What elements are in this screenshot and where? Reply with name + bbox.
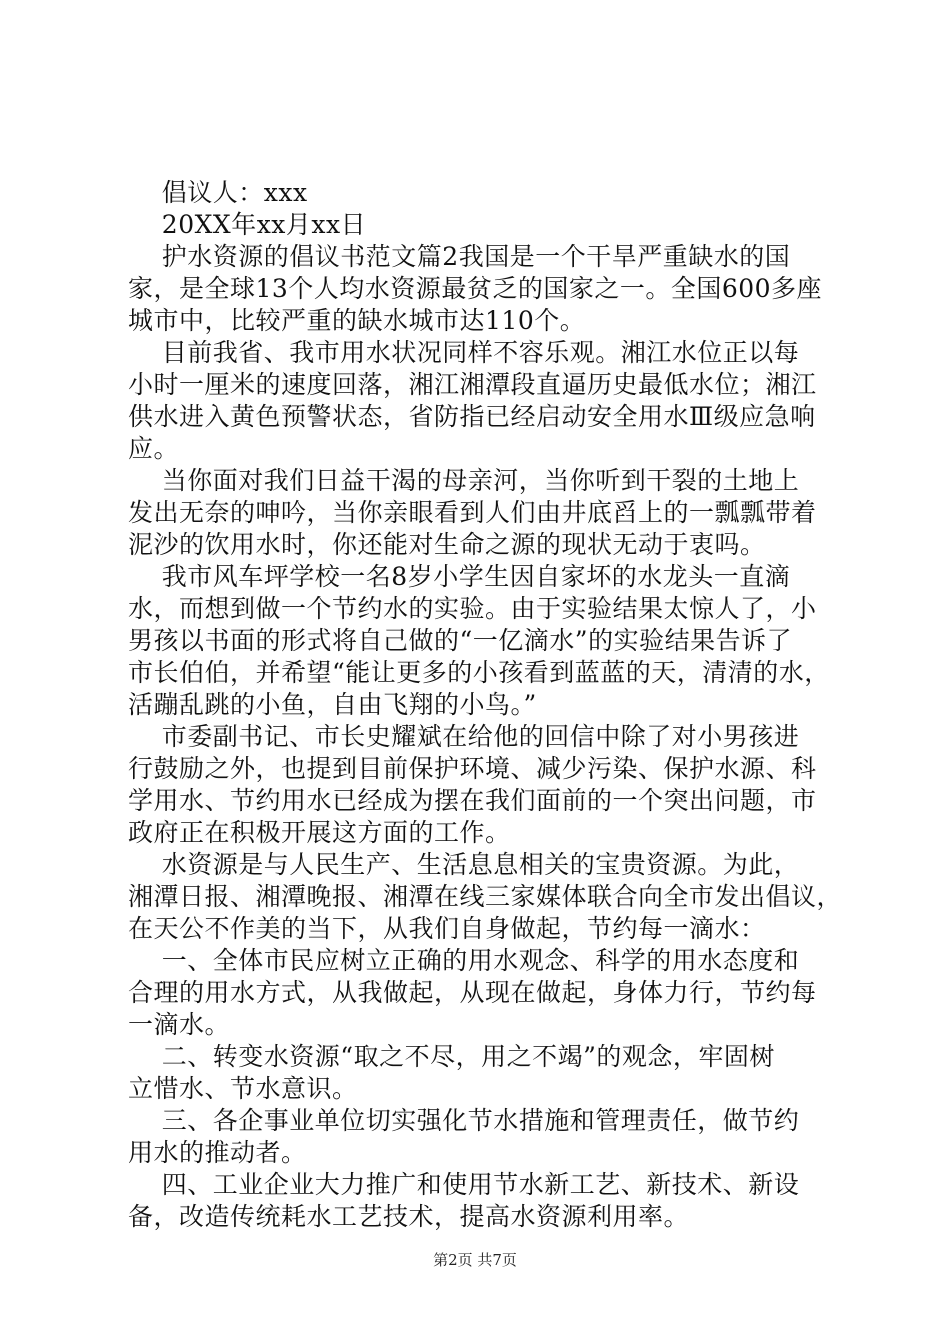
text-line: 学用水、节约用水已经成为摆在我们面前的一个突出问题，市 — [128, 786, 817, 815]
text-line: 小时一厘米的速度回落，湘江湘潭段直逼历史最低水位；湘江 — [128, 370, 817, 399]
text-line: 城市中，比较严重的缺水城市达110个。 — [128, 306, 586, 335]
text-line: 目前我省、我市用水状况同样不容乐观。湘江水位正以每 — [128, 338, 800, 367]
text-line: 立惜水、节水意识。 — [128, 1074, 358, 1103]
text-line: 市委副书记、市长史耀斌在给他的回信中除了对小男孩进 — [128, 722, 800, 751]
text-line: 备，改造传统耗水工艺技术，提高水资源利用率。 — [128, 1202, 690, 1231]
text-line: 我市风车坪学校一名8岁小学生因自家坏的水龙头一直滴 — [128, 562, 791, 591]
text-line: 泥沙的饮用水时，你还能对生命之源的现状无动于衷吗。 — [128, 530, 766, 559]
text-line: 活蹦乱跳的小鱼，自由飞翔的小鸟。” — [128, 690, 537, 719]
text-line: 供水进入黄色预警状态，省防指已经启动安全用水Ⅲ级应急响 — [128, 402, 816, 431]
text-line: 倡议人：xxx — [128, 178, 308, 207]
text-line: 一滴水。 — [128, 1010, 231, 1039]
text-line: 20XX年xx月xx日 — [128, 210, 367, 239]
page-number-footer: 第2页 共7页 — [433, 1251, 517, 1269]
text-line: 三、各企事业单位切实强化节水措施和管理责任，做节约 — [128, 1106, 800, 1135]
text-line: 市长伯伯，并希望“能让更多的小孩看到蓝蓝的天，清清的水， — [128, 658, 830, 687]
text-line: 男孩以书面的形式将自己做的“一亿滴水”的实验结果告诉了 — [128, 626, 793, 655]
text-line: 在天公不作美的当下，从我们自身做起，节约每一滴水： — [128, 914, 766, 943]
text-line: 四、工业企业大力推广和使用节水新工艺、新技术、新设 — [128, 1170, 800, 1199]
text-line: 政府正在积极开展这方面的工作。 — [128, 818, 511, 847]
text-line: 水资源是与人民生产、生活息息相关的宝贵资源。为此， — [128, 850, 800, 879]
text-line: 用水的推动者。 — [128, 1138, 307, 1167]
text-line: 水，而想到做一个节约水的实验。由于实验结果太惊人了，小 — [128, 594, 817, 623]
text-line: 当你面对我们日益干渴的母亲河，当你听到干裂的土地上 — [128, 466, 800, 495]
text-line: 湘潭日报、湘潭晚报、湘潭在线三家媒体联合向全市发出倡议， — [128, 882, 843, 911]
text-line: 家，是全球13个人均水资源最贫乏的国家之一。全国600多座 — [128, 274, 823, 303]
text-line: 合理的用水方式，从我做起，从现在做起，身体力行，节约每 — [128, 978, 817, 1007]
text-line: 行鼓励之外，也提到目前保护环境、减少污染、保护水源、科 — [128, 754, 817, 783]
text-line: 应。 — [128, 434, 180, 463]
text-line: 发出无奈的呻吟，当你亲眼看到人们由井底舀上的一瓢瓢带着 — [128, 498, 817, 527]
document-body — [128, 177, 843, 1233]
text-line: 一、全体市民应树立正确的用水观念、科学的用水态度和 — [128, 946, 800, 975]
text-line: 护水资源的倡议书范文篇2我国是一个干旱严重缺水的国 — [128, 242, 791, 271]
text-line: 二、转变水资源“取之不尽，用之不竭”的观念，牢固树 — [128, 1042, 775, 1071]
